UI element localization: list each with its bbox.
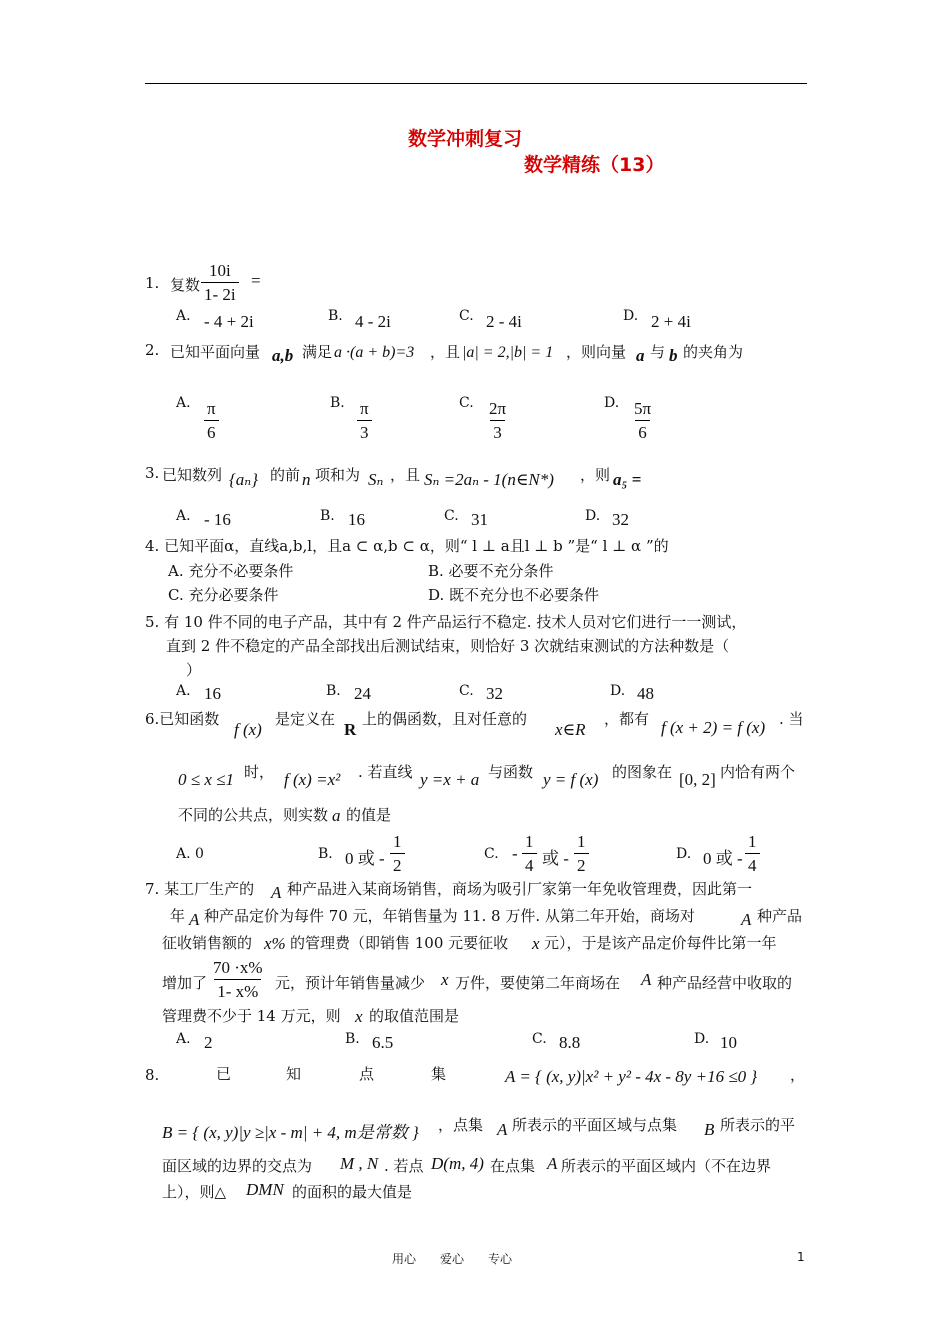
q1-frac-den: 1- 2i bbox=[201, 282, 239, 303]
q8-text-7: 所表示的平面区域内（不在边界 bbox=[561, 1157, 772, 1175]
q6-option-d-prefix: 0 或 - bbox=[703, 849, 743, 868]
q6-text-1: 6.已知函数 bbox=[145, 710, 220, 728]
q8-set-a: A = { (x, y)|x² + y² - 4x - 8y +16 ≤0 } bbox=[505, 1067, 758, 1086]
q8-comma: ， bbox=[790, 1066, 806, 1084]
q7-line-2-c: 种产品 bbox=[757, 907, 803, 925]
q5-option-a: 16 bbox=[204, 684, 221, 703]
q3-option-a-label: A. bbox=[176, 508, 191, 524]
q7-product-a-3: A bbox=[741, 910, 752, 929]
q7-product-a-2: A bbox=[189, 910, 200, 929]
q6-text-5: . 当 bbox=[779, 710, 804, 728]
q6-option-b-den: 2 bbox=[390, 853, 405, 874]
q1-option-c: 2 - 4i bbox=[486, 312, 522, 331]
q6-text-11: 不同的公共点，则实数 bbox=[178, 806, 329, 824]
q7-fraction bbox=[210, 959, 266, 1000]
q2-vector-b: b bbox=[669, 346, 678, 365]
q8-number: 8. bbox=[145, 1066, 160, 1084]
q7-line-1-a: 7. 某工厂生产的 bbox=[145, 880, 255, 898]
q2-option-c-den: 3 bbox=[490, 420, 505, 441]
q3-option-d-label: D. bbox=[585, 508, 601, 524]
q4-option-d: D. 既不充分也不必要条件 bbox=[428, 586, 600, 604]
q3-option-c: 31 bbox=[471, 510, 488, 529]
header-rule bbox=[145, 83, 807, 84]
q1-option-c-label: C. bbox=[459, 308, 474, 324]
q5-option-c-label: C. bbox=[459, 683, 474, 699]
q8-set-a-ref-2: A bbox=[547, 1154, 558, 1173]
q3-a5: a₅ = bbox=[613, 470, 642, 489]
q7-line-3-a: 征收销售额的 bbox=[162, 934, 253, 952]
q8-text-1: ，点集 bbox=[438, 1116, 484, 1134]
q6-text-12: 的值是 bbox=[346, 806, 392, 824]
q8-text-9: 的面积的最大值是 bbox=[292, 1183, 413, 1201]
q6-option-a: A. 0 bbox=[176, 846, 204, 862]
q5-option-d: 48 bbox=[637, 684, 654, 703]
q6-x-in-r: x∈R bbox=[555, 720, 586, 739]
q8-word-4: 集 bbox=[431, 1065, 447, 1083]
q2-option-a-num: π bbox=[207, 399, 216, 418]
q7-option-a: 2 bbox=[204, 1033, 213, 1052]
q5-option-d-label: D. bbox=[610, 683, 626, 699]
q8-word-2: 知 bbox=[286, 1065, 302, 1083]
q8-set-b: B = { (x, y)|y ≥|x - m| + 4, m是常数 } bbox=[162, 1123, 419, 1142]
q3-option-d: 32 bbox=[612, 510, 629, 529]
q8-text-5: . 若点 bbox=[384, 1157, 424, 1175]
q6-option-c-num-2: 1 bbox=[577, 832, 586, 851]
q2-option-c bbox=[486, 400, 509, 441]
q3-text-1: 已知数列 bbox=[162, 466, 223, 484]
q7-option-c-label: C. bbox=[532, 1031, 547, 1047]
q7-x-3: x bbox=[441, 970, 449, 989]
q2-vector-a: a bbox=[636, 346, 645, 365]
q1-equals: = bbox=[251, 271, 261, 290]
q2-option-d-den: 6 bbox=[635, 420, 650, 441]
q7-product-a-1: A bbox=[271, 883, 282, 902]
q7-x-4: x bbox=[355, 1007, 363, 1026]
q3-number: 3. bbox=[145, 464, 160, 482]
q1-option-d-label: D. bbox=[623, 308, 639, 324]
q3-text-5: ，则 bbox=[580, 466, 611, 484]
q3-option-b-label: B. bbox=[320, 508, 335, 524]
q5-line-3: ） bbox=[186, 661, 202, 679]
q2-vectors-ab: a,b bbox=[272, 346, 294, 365]
q8-points-mn: M , N bbox=[340, 1154, 379, 1173]
q7-x-2: x bbox=[532, 934, 540, 953]
footer-motto: 用心 爱心 专心 bbox=[392, 1252, 513, 1266]
q6-option-b-label: B. bbox=[318, 846, 333, 862]
q1-option-b-label: B. bbox=[328, 308, 343, 324]
page-title: 数学冲刺复习 bbox=[408, 128, 523, 150]
q2-text-3: ，且 bbox=[430, 343, 461, 361]
q6-option-c-den-1: 4 bbox=[522, 853, 537, 874]
q5-option-b-label: B. bbox=[326, 683, 341, 699]
q6-line: y =x + a bbox=[420, 770, 480, 789]
q1-number: 1. bbox=[145, 274, 160, 292]
q8-text-3: 所表示的平 bbox=[720, 1116, 796, 1134]
q6-text-6: 时， bbox=[244, 763, 275, 781]
q3-option-a: - 16 bbox=[204, 510, 231, 529]
q3-text-4: ，且 bbox=[390, 466, 421, 484]
q7-x-percent: x% bbox=[264, 934, 286, 953]
q2-text-4: ，则向量 bbox=[566, 343, 627, 361]
q6-option-d-num: 1 bbox=[748, 832, 757, 851]
q6-interval: [0, 2] bbox=[679, 770, 716, 789]
q7-line-5-a: 管理费不少于 14 万元，则 bbox=[162, 1007, 341, 1025]
q6-option-d-fraction bbox=[745, 833, 760, 874]
q3-relation: Sₙ =2aₙ - 1(n∈N*) bbox=[424, 470, 554, 489]
q2-text-1: 已知平面向量 bbox=[170, 343, 261, 361]
q3-sn: Sₙ bbox=[368, 470, 384, 489]
q6-periodic: f (x + 2) = f (x) bbox=[661, 718, 766, 737]
q8-set-b-ref: B bbox=[704, 1120, 715, 1139]
q2-option-a bbox=[204, 400, 219, 441]
q6-option-c-mid: 或 - bbox=[542, 849, 569, 868]
q6-text-7: . 若直线 bbox=[358, 763, 413, 781]
q7-line-4-a: 增加了 bbox=[162, 974, 208, 992]
q6-option-c-num-1: 1 bbox=[525, 832, 534, 851]
q2-text-5: 与 bbox=[650, 343, 666, 361]
q7-line-1-b: 种产品进入某商场销售，商场为吸引厂家第一年免收管理费，因此第一 bbox=[287, 880, 753, 898]
q4-option-c: C. 充分必要条件 bbox=[168, 586, 279, 604]
q8-word-3: 点 bbox=[359, 1065, 375, 1083]
q6-text-8: 与函数 bbox=[488, 763, 534, 781]
q7-line-2-a: 年 bbox=[170, 907, 186, 925]
q7-option-b-label: B. bbox=[345, 1031, 360, 1047]
q8-text-6: 在点集 bbox=[490, 1157, 536, 1175]
q2-option-d-label: D. bbox=[604, 395, 620, 411]
q2-option-c-label: C. bbox=[459, 395, 474, 411]
q7-line-3-c: 元），于是该产品定价每件比第一年 bbox=[544, 934, 777, 952]
q8-set-a-ref: A bbox=[497, 1120, 508, 1139]
q2-option-a-den: 6 bbox=[204, 420, 219, 441]
q6-option-b-prefix: 0 或 - bbox=[345, 849, 385, 868]
q3-sequence: {aₙ} bbox=[229, 470, 258, 489]
q7-option-d-label: D. bbox=[694, 1031, 710, 1047]
q7-option-d: 10 bbox=[720, 1033, 737, 1052]
q6-option-b-fraction bbox=[390, 833, 405, 874]
q6-option-b-num: 1 bbox=[393, 832, 402, 851]
q2-option-d-num: 5π bbox=[634, 399, 652, 418]
page-subtitle: 数学精练（13） bbox=[524, 154, 665, 176]
q2-option-d bbox=[631, 400, 654, 441]
q8-text-8: 上），则△ bbox=[162, 1183, 227, 1201]
q6-text-2: 是定义在 bbox=[275, 710, 336, 728]
q7-frac-num: 70 ·x% bbox=[213, 958, 263, 977]
q6-option-d-den: 4 bbox=[745, 853, 760, 874]
page-number: 1 bbox=[797, 1250, 805, 1264]
q2-option-b-label: B. bbox=[330, 395, 345, 411]
q8-text-4: 面区域的边界的交点为 bbox=[162, 1157, 313, 1175]
q7-option-b: 6.5 bbox=[372, 1033, 394, 1052]
q6-option-c-fraction-2 bbox=[574, 833, 589, 874]
q7-option-c: 8.8 bbox=[559, 1033, 581, 1052]
q5-option-c: 32 bbox=[486, 684, 503, 703]
q6-text-4: ，都有 bbox=[604, 710, 650, 728]
q6-fx: f (x) bbox=[234, 720, 262, 739]
q6-y-fx: y = f (x) bbox=[543, 770, 599, 789]
q7-line-4-b: 元，预计年销售量减少 bbox=[275, 974, 426, 992]
q1-option-a: - 4 + 2i bbox=[204, 312, 254, 331]
q6-text-9: 的图象在 bbox=[612, 763, 673, 781]
q2-option-b-num: π bbox=[360, 399, 369, 418]
q7-line-5-b: 的取值范围是 bbox=[369, 1007, 460, 1025]
q7-option-a-label: A. bbox=[176, 1031, 191, 1047]
q2-magnitudes: |a| = 2,|b| = 1 bbox=[462, 344, 554, 361]
q1-fraction bbox=[201, 262, 239, 303]
q5-line-2: 直到 2 件不稳定的产品全部找出后测试结束，则恰好 3 次就结束测试的方法种数是（ bbox=[166, 637, 730, 655]
q2-option-b bbox=[357, 400, 372, 441]
q4-option-b: B. 必要不充分条件 bbox=[428, 562, 554, 580]
q6-option-c-fraction-1 bbox=[522, 833, 537, 874]
q2-text-6: 的夹角为 bbox=[683, 343, 744, 361]
q2-option-a-label: A. bbox=[176, 395, 191, 411]
q6-a: a bbox=[332, 806, 341, 825]
q2-number: 2. bbox=[145, 341, 160, 359]
q8-triangle-dmn: DMN bbox=[246, 1180, 284, 1199]
q7-frac-den: 1- x% bbox=[214, 979, 261, 1000]
q1-option-b: 4 - 2i bbox=[355, 312, 391, 331]
q1-frac-num: 10i bbox=[208, 261, 231, 280]
q1-stem: 复数 bbox=[170, 276, 201, 294]
q5-line-1: 5. 有 10 件不同的电子产品，其中有 2 件产品运行不稳定. 技术人员对它们进行一一测试， bbox=[145, 613, 747, 631]
q6-text-3: 上的偶函数，且对任意的 bbox=[362, 710, 528, 728]
q6-option-c-label: C. bbox=[484, 846, 499, 862]
q6-option-d-label: D. bbox=[676, 846, 692, 862]
q7-product-a-4: A bbox=[641, 970, 652, 989]
q6-domain: 0 ≤ x ≤1 bbox=[178, 770, 234, 789]
q7-line-2-b: 种产品定价为每件 70 元，年销售量为 11. 8 万件. 从第二年开始，商场对 bbox=[204, 907, 695, 925]
q2-option-c-num: 2π bbox=[489, 399, 507, 418]
q6-real-set: R bbox=[344, 720, 357, 739]
q8-word-1: 已 bbox=[216, 1065, 232, 1083]
q3-option-c-label: C. bbox=[444, 508, 459, 524]
q2-option-b-den: 3 bbox=[357, 420, 372, 441]
q5-option-a-label: A. bbox=[176, 683, 191, 699]
q3-text-2: 的前 bbox=[270, 466, 301, 484]
q4-stem: 4. 已知平面α，直线a,b,l，且a ⊂ α,b ⊂ α，则“ l ⊥ a且l ⊥ b ”是“ l ⊥ α ”的 bbox=[145, 537, 669, 555]
q6-option-c-den-2: 2 bbox=[574, 853, 589, 874]
q7-line-4-d: 种产品经营中收取的 bbox=[657, 974, 793, 992]
q3-n: n bbox=[302, 470, 311, 489]
q6-option-c-prefix: - bbox=[512, 844, 518, 863]
q6-fx-square: f (x) =x² bbox=[284, 770, 341, 789]
q2-text-2: 满足 bbox=[302, 343, 333, 361]
q7-line-3-b: 的管理费（即销售 100 元要征收 bbox=[290, 934, 509, 952]
q1-option-a-label: A. bbox=[176, 308, 191, 324]
q1-option-d: 2 + 4i bbox=[651, 312, 691, 331]
q4-option-a: A. 充分不必要条件 bbox=[168, 562, 294, 580]
q8-point-d: D(m, 4) bbox=[431, 1154, 484, 1173]
q8-text-2: 所表示的平面区域与点集 bbox=[512, 1116, 678, 1134]
q2-dot-condition: a ·(a + b)=3 bbox=[334, 344, 415, 361]
q3-text-3: 项和为 bbox=[315, 466, 361, 484]
q7-line-4-c: 万件，要使第二年商场在 bbox=[455, 974, 621, 992]
q5-option-b: 24 bbox=[354, 684, 371, 703]
q6-text-10: 内恰有两个 bbox=[720, 763, 796, 781]
q3-option-b: 16 bbox=[348, 510, 365, 529]
